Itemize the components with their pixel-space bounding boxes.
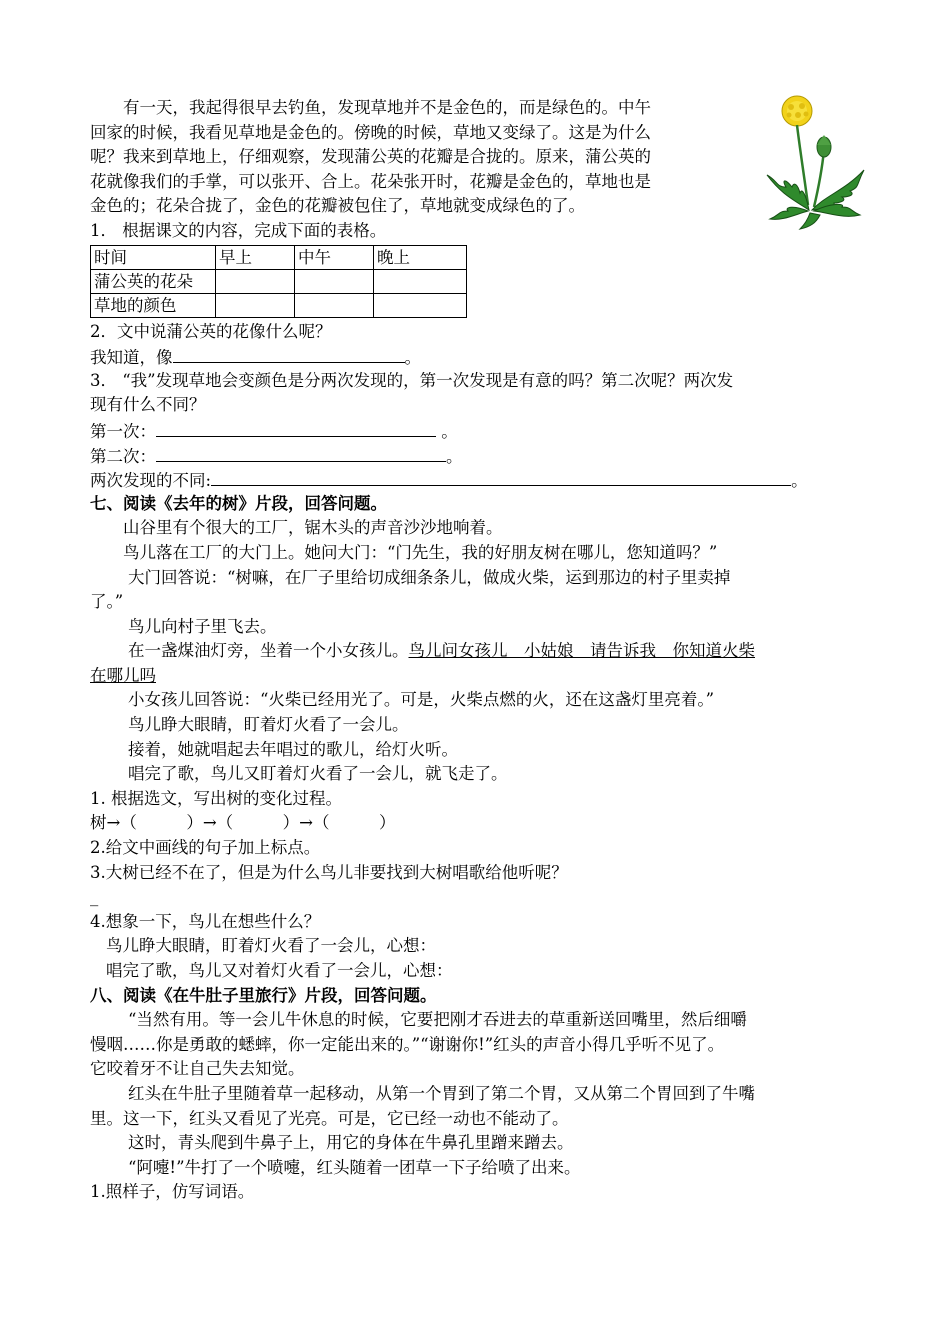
- passage-dandelion: [90, 96, 755, 219]
- answer-table: [90, 245, 467, 318]
- section-7-title: 七、阅读《去年的树》片段，回答问题。: [90, 493, 387, 513]
- answer-2-prefix: 我知道，像: [90, 348, 173, 368]
- answer-second-line: [90, 443, 860, 468]
- first-label: 第一次：: [90, 421, 156, 441]
- sec7-q4-prompt-b: 唱完了歌，鸟儿又对着灯火看了一会儿，心想：: [106, 961, 453, 980]
- section-8-title: 八、阅读《在牛肚子里旅行》片段，回答问题。: [90, 985, 437, 1005]
- table-row: [91, 293, 467, 317]
- underlined-sentence: 鸟儿问女孩儿 小姑娘 请告诉我 你知道火柴: [408, 641, 755, 661]
- question-3-cont: 现有什么不同？: [90, 395, 206, 415]
- sec8-paragraph: 这时，青头爬到牛鼻子上，用它的身体在牛鼻孔里蹭来蹭去。: [128, 1133, 574, 1153]
- sec8-paragraph-cont: 它咬着牙不让自己失去知觉。: [90, 1059, 305, 1079]
- sec7-p5-plain: 在一盏煤油灯旁，坐着一个小女孩儿。: [128, 641, 409, 661]
- diff-blank[interactable]: [211, 467, 791, 486]
- sec7-paragraph: 鸟儿睁大眼睛，盯着灯火看了一会儿。: [128, 715, 409, 735]
- sec8-question-1: 1.照样子，仿写词语。: [90, 1182, 255, 1202]
- worksheet-page: [90, 96, 860, 1205]
- sec7-q4-prompt-a: 鸟儿睁大眼睛，盯着灯火看了一会儿，心想：: [106, 936, 436, 956]
- sec8-paragraph: “阿嚏!”牛打了一个喷嚏，红头随着一团草一下子给喷了出来。: [128, 1157, 581, 1177]
- second-suffix: 。: [446, 446, 463, 466]
- answer-first-line: [90, 418, 860, 443]
- diff-suffix: 。: [791, 471, 808, 491]
- question-3: 3． “我”发现草地会变颜色是分两次发现的，第一次发现是有意的吗？第二次呢？两次发: [90, 370, 734, 390]
- second-label: 第二次：: [90, 446, 156, 466]
- table-row: [91, 269, 467, 293]
- sec7-paragraph-underlined: [90, 639, 860, 664]
- answer-2-blank[interactable]: [173, 344, 405, 363]
- sec7-paragraph-cont: 了。”: [90, 592, 124, 612]
- tree-change-chain[interactable]: 树→（ ）→（ ）→（ ）: [90, 813, 396, 833]
- question-1: 1． 根据课文的内容，完成下面的表格。: [90, 220, 387, 240]
- passage-line: 金色的；花朵合拢了，金色的花瓣被包住了，草地就变成绿色的了。: [90, 196, 585, 216]
- table-header-cell: 时间: [91, 245, 216, 269]
- sec7-paragraph: 接着，她就唱起去年唱过的歌儿，给灯火听。: [128, 739, 458, 759]
- table-row-label: 草地的颜色: [91, 293, 216, 317]
- passage-line: 花就像我们的手掌，可以张开、合上。花朵张开时，花瓣是金色的，草地也是: [90, 171, 651, 191]
- first-blank[interactable]: [156, 418, 436, 437]
- sec8-paragraph: “当然有用。等一会儿牛休息的时候，它要把刚才吞进去的草重新送回嘴里，然后细嚼: [128, 1010, 747, 1030]
- sec7-paragraph: 唱完了歌，鸟儿又盯着灯火看了一会儿，就飞走了。: [128, 764, 508, 784]
- table-header-cell: 晚上: [374, 245, 467, 269]
- answer-diff-line: [90, 467, 860, 492]
- sec7-question-2: 2.给文中画线的句子加上标点。: [90, 838, 321, 858]
- table-answer-cell[interactable]: [295, 293, 374, 317]
- table-answer-cell[interactable]: [216, 293, 295, 317]
- sec7-paragraph: 鸟儿向村子里飞去。: [128, 616, 277, 636]
- sec8-paragraph-cont: 慢咽……你是勇敢的蟋蟀，你一定能出来的。”“谢谢你!”红头的声音小得几乎听不见了。: [90, 1034, 725, 1054]
- table-header-cell: 早上: [216, 245, 295, 269]
- first-suffix: 。: [436, 421, 458, 441]
- table-answer-cell[interactable]: [216, 269, 295, 293]
- sec7-paragraph: 山谷里有个很大的工厂，锯木头的声音沙沙地响着。: [123, 518, 503, 538]
- passage-line: 回家的时候，我看见草地是金色的。傍晚的时候，草地又变绿了。这是为什么: [90, 122, 651, 142]
- diff-label: 两次发现的不同:: [90, 471, 212, 491]
- sec7-question-4: 4.想象一下，鸟儿在想些什么？: [90, 911, 321, 931]
- sec8-paragraph-cont: 里。这一下，红头又看见了光亮。可是，它已经一动也不能动了。: [90, 1108, 569, 1128]
- question-2: 2．文中说蒲公英的花像什么呢？: [90, 321, 332, 341]
- sec8-paragraph: 红头在牛肚子里随着草一起移动，从第一个胃到了第二个胃，又从第二个胃回到了牛嘴: [128, 1083, 755, 1103]
- sec7-paragraph: 鸟儿落在工厂的大门上。她问大门：“门先生，我的好朋友树在哪儿，您知道吗？”: [123, 542, 718, 562]
- table-header-row: [91, 245, 467, 269]
- table-header-cell: 中午: [295, 245, 374, 269]
- table-answer-cell[interactable]: [374, 269, 467, 293]
- sec7-question-3: 3.大树已经不在了，但是为什么鸟儿非要找到大树唱歌给他听呢？: [90, 862, 568, 882]
- sec7-question-1: 1. 根据选文，写出树的变化过程。: [90, 788, 342, 808]
- sec7-q3-blank[interactable]: _: [90, 887, 99, 907]
- table-answer-cell[interactable]: [374, 293, 467, 317]
- answer-2-line: [90, 344, 860, 369]
- answer-2-suffix: 。: [404, 348, 421, 368]
- table-row-label: 蒲公英的花朵: [91, 269, 216, 293]
- passage-line: 有一天，我起得很早去钓鱼，发现草地并不是金色的，而是绿色的。中午: [123, 98, 651, 117]
- sec7-paragraph: 小女孩儿回答说：“火柴已经用光了。可是，火柴点燃的火，还在这盏灯里亮着。”: [128, 690, 715, 710]
- second-blank[interactable]: [156, 443, 446, 462]
- underlined-sentence-cont: 在哪儿吗: [90, 665, 156, 685]
- passage-line: 呢？我来到草地上，仔细观察，发现蒲公英的花瓣是合拢的。原来，蒲公英的: [90, 147, 651, 167]
- sec7-paragraph: 大门回答说：“树嘛，在厂子里给切成细条条儿，做成火柴，运到那边的村子里卖掉: [128, 567, 731, 587]
- table-answer-cell[interactable]: [295, 269, 374, 293]
